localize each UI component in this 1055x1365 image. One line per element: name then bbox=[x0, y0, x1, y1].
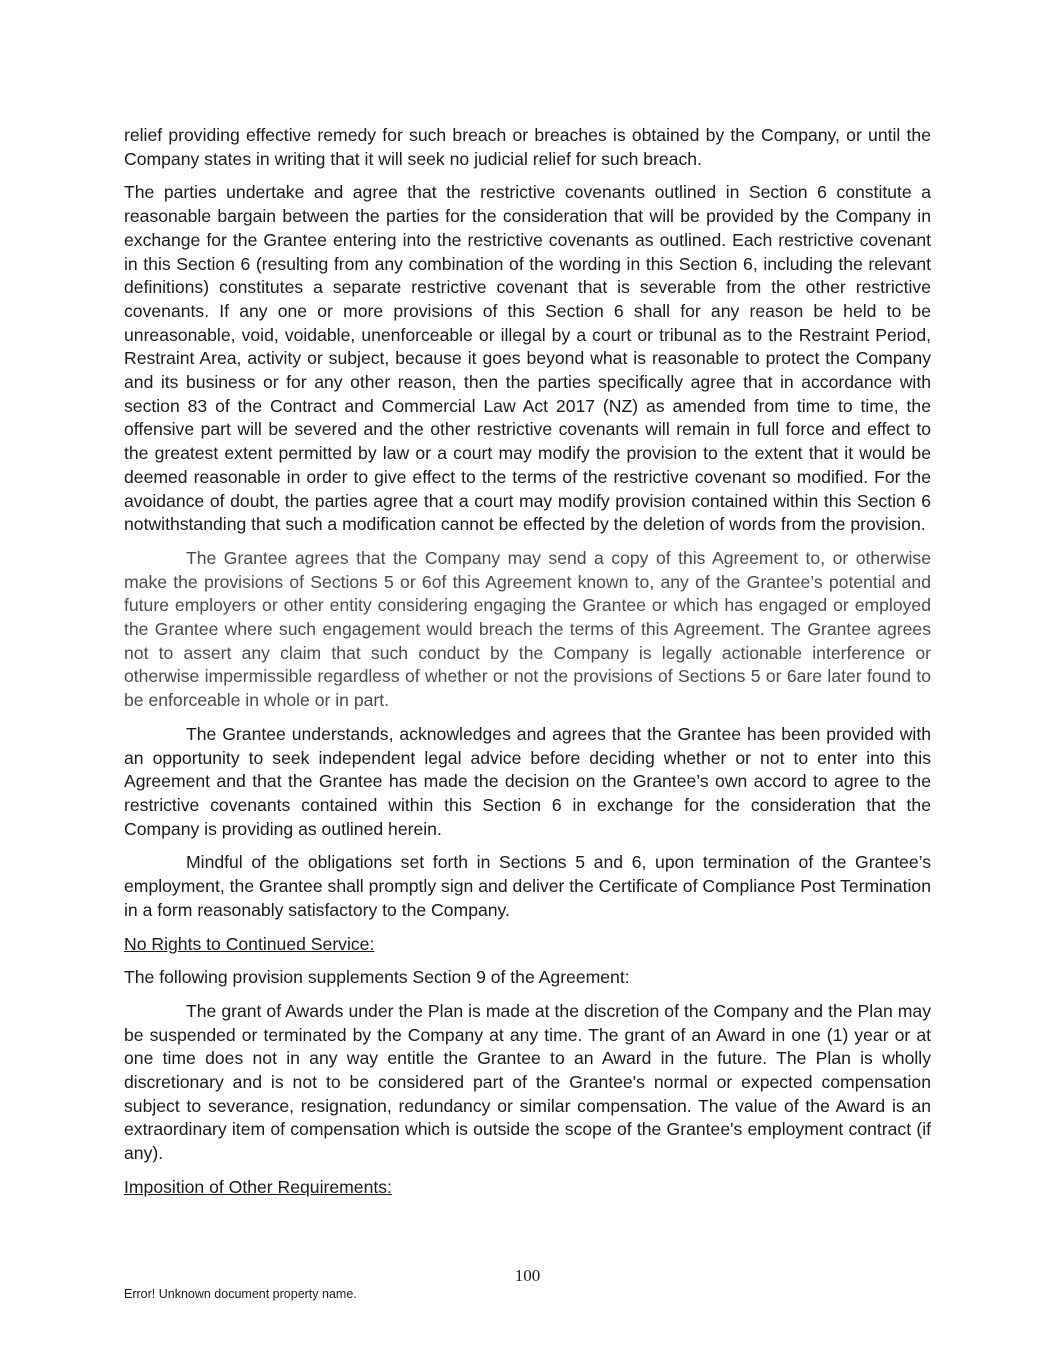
document-body bbox=[124, 124, 931, 1210]
footer-note: Error! Unknown document property name. bbox=[124, 1287, 357, 1301]
paragraph-supplement-intro: The following provision supplements Section 9 of the Agreement: bbox=[124, 967, 630, 988]
heading-no-rights: No Rights to Continued Service: bbox=[124, 933, 375, 954]
paragraph-agreement-copy: The Grantee agrees that the Company may send a copy of this Agreement to, or otherwise make the provisions of Sections 5 or 6of this Agreement known to, any of the Grantee’s potential and future employers or other entity considering engaging the Grantee or which has engaged or employed the Grantee where such engagement would breach the terms of this Agreement. The Grantee agrees not to assert any claim that such conduct by the Company is legally actionable interference or otherwise impermissible regardless of whether or not the provisions of Sections 5 or 6are later found to be enforceable in whole or in part. bbox=[124, 547, 931, 711]
paragraph-relief: relief providing effective remedy for such breach or breaches is obtained by the Company, or until the Company states in writing that it will seek no judicial relief for such breach. bbox=[124, 125, 931, 169]
page-number: 100 bbox=[514, 1266, 541, 1285]
paragraph-restrictive-covenants: The parties undertake and agree that the restrictive covenants outlined in Section 6 constitute a reasonable bargain between the parties for the consideration that will be provided by the Company in exchange for the Grantee entering into the restrictive covenants as outlined. Each restrictive covenant in this Section 6 (resulting from any combination of the wording in this Section 6, including the relevant definitions) constitutes a separate restrictive covenant that is severable from the other restrictive covenants. If any one or more provisions of this Section 6 shall for any reason be held to be unreasonable, void, voidable, unenforceable or illegal by a court or tribunal as to the Restraint Period, Restraint Area, activity or subject, because it goes beyond what is reasonable to protect the Company and its business or for any other reason, then the parties specifically agree that in accordance with section 83 of the Contract and Commercial Law Act 2017 (NZ) as amended from time to time, the offensive part will be severed and the other restrictive covenants will remain in full force and effect to the greatest extent permitted by law or a court may modify the provision to the extent that it would be deemed reasonable in order to give effect to the terms of the restrictive covenant so modified. For the avoidance of doubt, the parties agree that a court may modify provision contained within this Section 6 notwithstanding that such a modification cannot be effected by the deletion of words from the provision. bbox=[124, 182, 931, 535]
paragraph-obligations: Mindful of the obligations set forth in Sections 5 and 6, upon termination of the Grantee’s employment, the Grantee shall promptly sign and deliver the Certificate of Compliance Post Termination in a form reasonably satisfactory to the Company. bbox=[124, 852, 931, 920]
paragraph-awards: The grant of Awards under the Plan is made at the discretion of the Company and the Plan may be suspended or terminated by the Company at any time. The grant of an Award in one (1) year or at one time does not in any way entitle the Grantee to an Award in the future. The Plan is wholly discretionary and is not to be considered part of the Grantee's normal or expected compensation subject to severance, resignation, redundancy or similar compensation. The value of the Award is an extraordinary item of compensation which is outside the scope of the Grantee's employment contract (if any). bbox=[124, 1000, 931, 1164]
paragraph-legal-advice: The Grantee understands, acknowledges and agrees that the Grantee has been provided with an opportunity to seek independent legal advice before deciding whether or not to enter into this Agreement and that the Grantee has made the decision on the Grantee’s own accord to agree to the restrictive covenants contained within this Section 6 in exchange for the consideration that the Company is providing as outlined herein. bbox=[124, 723, 931, 839]
heading-imposition: Imposition of Other Requirements: bbox=[124, 1176, 392, 1197]
